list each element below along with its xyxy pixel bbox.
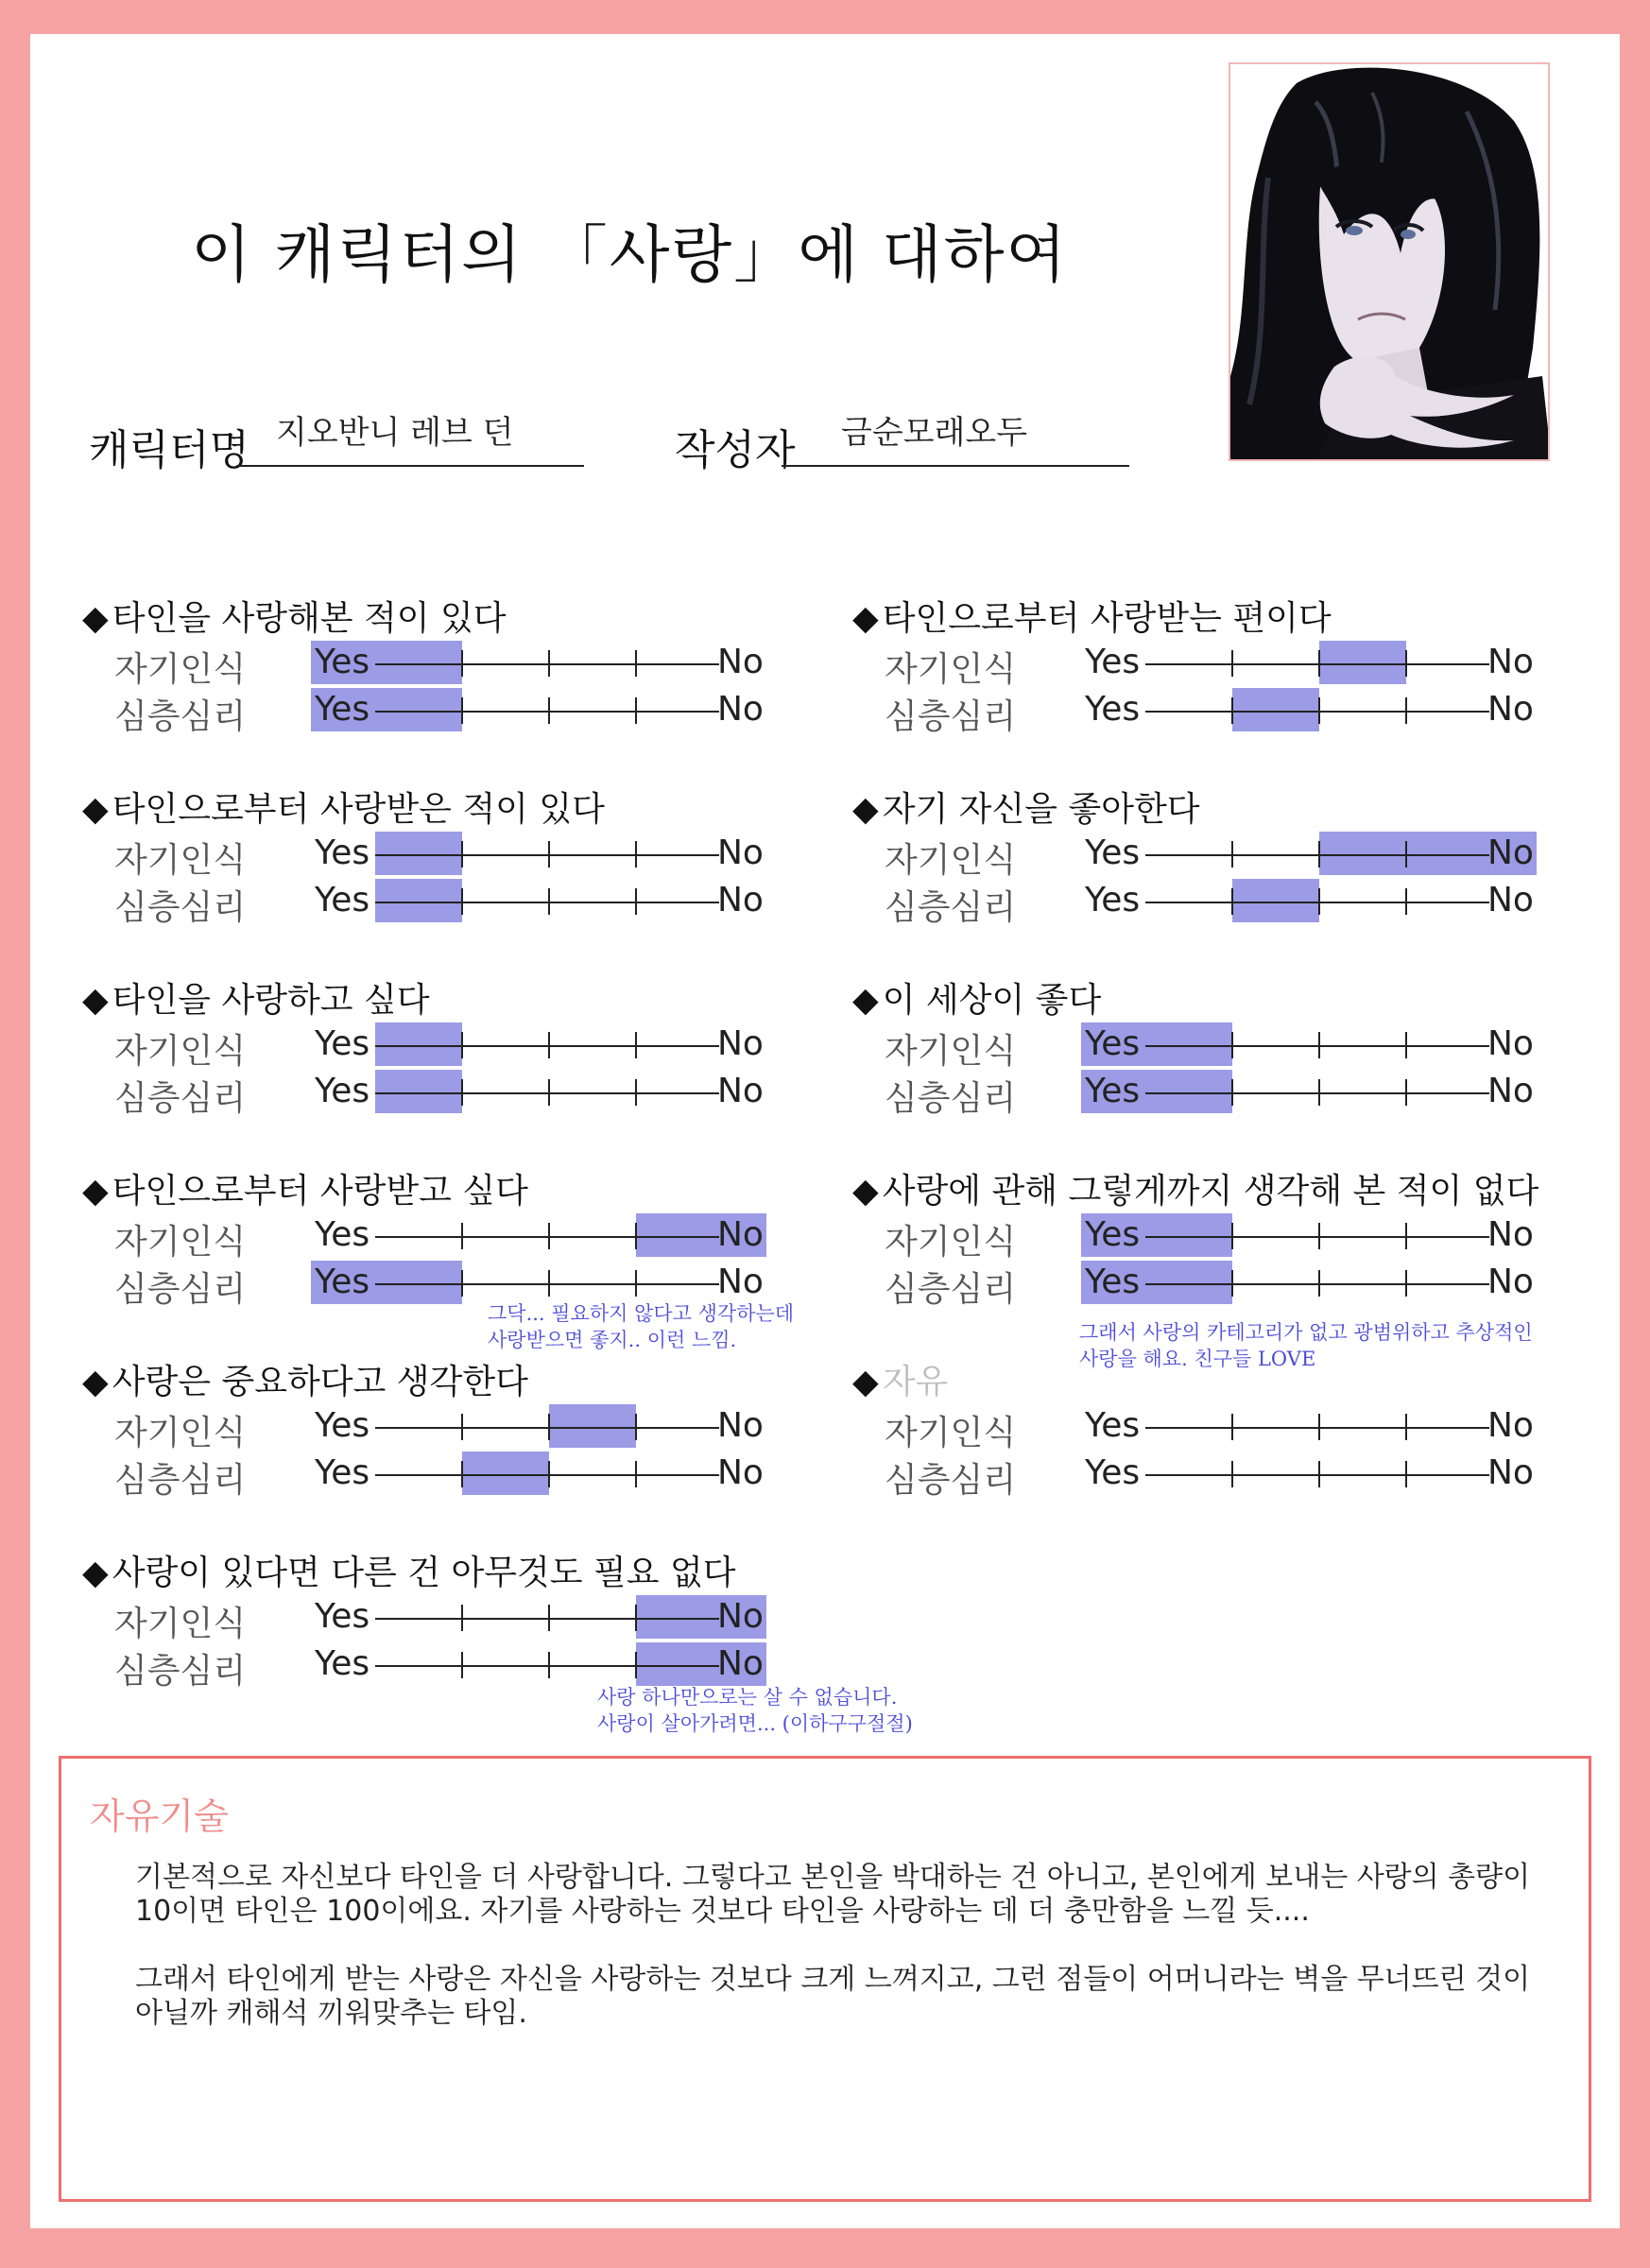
diamond-bullet-icon: ◆ xyxy=(82,790,109,829)
scale-line xyxy=(1145,711,1489,713)
question-title xyxy=(852,973,1101,1022)
free-description-text xyxy=(135,1861,1534,2065)
scale-tick xyxy=(635,1223,637,1249)
scale-tick xyxy=(1231,1223,1233,1249)
note-q10-line2: 사랑을 해요. 친구들 LOVE xyxy=(1079,1348,1316,1370)
scale-tick xyxy=(635,888,637,915)
scale-yes-label: Yes xyxy=(1085,833,1141,872)
scale-highlight xyxy=(375,832,462,875)
row-label-self: 자기인식 xyxy=(114,841,247,880)
question-q7 xyxy=(852,592,1590,752)
scale-line xyxy=(1145,902,1489,903)
scale-yes-label: Yes xyxy=(315,881,370,919)
diamond-bullet-icon: ◆ xyxy=(82,599,109,638)
question-text: 자유 xyxy=(882,1363,949,1401)
row-label-deep: 심층심리 xyxy=(114,1079,247,1118)
row-label-self: 자기인식 xyxy=(114,1032,247,1071)
free-description-box xyxy=(59,1756,1591,2202)
scale-deep[interactable] xyxy=(311,1452,766,1497)
scale-no-label: No xyxy=(717,1263,764,1301)
scale-yes-label: Yes xyxy=(315,1263,370,1301)
scale-tick xyxy=(461,1223,463,1249)
row-label-deep: 심층심리 xyxy=(885,888,1017,927)
scale-yes-label: Yes xyxy=(315,1215,370,1254)
page-title: 이 캐릭터의 「사랑」에 대하여 xyxy=(191,218,1069,291)
scale-no-label: No xyxy=(1487,833,1534,872)
question-text: 사랑에 관해 그렇게까지 생각해 본 적이 없다 xyxy=(882,1172,1539,1211)
diamond-bullet-icon: ◆ xyxy=(82,1363,109,1401)
scale-highlight xyxy=(462,1452,549,1495)
scale-yes-label: Yes xyxy=(1085,643,1141,681)
scale-tick xyxy=(1318,1414,1320,1440)
note-q4-line2: 사랑받으면 좋지.. 이런 느낌. xyxy=(488,1329,737,1351)
scale-line xyxy=(375,1045,719,1047)
row-label-self: 자기인식 xyxy=(885,1223,1017,1262)
scale-tick xyxy=(548,1223,550,1249)
scale-self[interactable] xyxy=(1081,1213,1537,1259)
row-label-self: 자기인식 xyxy=(885,1414,1017,1452)
scale-deep[interactable] xyxy=(1081,1070,1537,1115)
scale-tick xyxy=(461,1414,463,1440)
scale-deep[interactable] xyxy=(1081,879,1537,924)
scale-tick xyxy=(548,1461,550,1487)
scale-line xyxy=(1145,663,1489,665)
question-title xyxy=(852,1164,1538,1212)
question-title xyxy=(852,782,1200,831)
question-text: 이 세상이 좋다 xyxy=(882,981,1102,1020)
scale-no-label: No xyxy=(1487,1453,1534,1492)
scale-tick xyxy=(635,697,637,724)
scale-deep[interactable] xyxy=(311,1070,766,1115)
question-q11 xyxy=(852,1355,1590,1516)
question-title xyxy=(82,1164,528,1212)
scale-tick xyxy=(461,697,463,724)
diamond-bullet-icon: ◆ xyxy=(852,1363,879,1401)
scale-tick xyxy=(1405,1414,1407,1440)
question-q1 xyxy=(82,592,819,752)
scale-tick xyxy=(1231,650,1233,677)
scale-line xyxy=(1145,1236,1489,1238)
scale-tick xyxy=(548,1605,550,1631)
scale-deep[interactable] xyxy=(1081,1452,1537,1497)
row-label-deep: 심층심리 xyxy=(114,1270,247,1309)
scale-tick xyxy=(548,1079,550,1106)
row-label-deep: 심층심리 xyxy=(114,1652,247,1691)
scale-self[interactable] xyxy=(311,1404,766,1450)
note-q6 xyxy=(597,1684,913,1737)
scale-no-label: No xyxy=(1487,1072,1534,1110)
scale-tick xyxy=(1405,697,1407,724)
scale-no-label: No xyxy=(1487,881,1534,919)
scale-tick xyxy=(1231,1414,1233,1440)
scale-tick xyxy=(461,1079,463,1106)
scale-line xyxy=(1145,1474,1489,1476)
scale-no-label: No xyxy=(1487,690,1534,729)
scale-tick xyxy=(1231,888,1233,915)
scale-tick xyxy=(1231,841,1233,868)
scale-no-label: No xyxy=(1487,643,1534,681)
row-label-self: 자기인식 xyxy=(114,1223,247,1262)
scale-highlight xyxy=(375,1070,462,1113)
scale-highlight xyxy=(375,879,462,922)
free-paragraph-2: 그래서 타인에게 받는 사랑은 자신을 사랑하는 것보다 크게 느껴지고, 그런 점들이 어머니라는 벽을 무너뜨린 것이 아닐까 캐해석 끼워맞추는 타임. xyxy=(135,1963,1531,2030)
scale-deep[interactable] xyxy=(311,1642,766,1688)
scale-tick xyxy=(1405,1461,1407,1487)
scale-no-label: No xyxy=(717,1406,764,1445)
row-label-deep: 심층심리 xyxy=(885,1461,1017,1500)
question-title xyxy=(82,592,507,640)
scale-deep[interactable] xyxy=(311,688,766,733)
scale-no-label: No xyxy=(717,1597,764,1636)
scale-tick xyxy=(1318,1032,1320,1058)
scale-tick xyxy=(1231,1032,1233,1058)
scale-line xyxy=(375,711,719,713)
scale-tick xyxy=(548,650,550,677)
question-text: 사랑은 중요하다고 생각한다 xyxy=(112,1363,528,1401)
scale-yes-label: Yes xyxy=(315,1406,370,1445)
scale-line xyxy=(375,1236,719,1238)
scale-self[interactable] xyxy=(1081,641,1537,686)
scale-no-label: No xyxy=(1487,1024,1534,1063)
scale-tick xyxy=(635,1652,637,1678)
scale-line xyxy=(375,1474,719,1476)
scale-tick xyxy=(635,1079,637,1106)
scale-tick xyxy=(461,1605,463,1631)
question-text: 타인으로부터 사랑받는 편이다 xyxy=(882,599,1332,638)
scale-tick xyxy=(1405,650,1407,677)
scale-tick xyxy=(1318,1223,1320,1249)
free-paragraph-1: 기본적으로 자신보다 타인을 더 사랑합니다. 그렇다고 본인을 박대하는 건 아니고, 본인에게 보내는 사랑의 총량이 10이면 타인은 100이에요. 자기를 사랑하는 것보다 타인을 사랑하는 데 더 충만함을 느낄 듯.... xyxy=(135,1861,1531,1928)
scale-deep[interactable] xyxy=(311,1261,766,1306)
scale-line xyxy=(375,1092,719,1094)
scale-tick xyxy=(461,841,463,868)
question-q3 xyxy=(82,973,819,1134)
scale-tick xyxy=(1318,1079,1320,1106)
author-label: 작성자 xyxy=(675,426,796,474)
note-q4-line1: 그닥... 필요하지 않다고 생각하는데 xyxy=(488,1302,795,1325)
scale-highlight xyxy=(549,1404,636,1448)
question-title xyxy=(82,1355,528,1403)
scale-self[interactable] xyxy=(311,641,766,686)
free-description-title: 자유기술 xyxy=(90,1796,229,1837)
scale-tick xyxy=(1405,841,1407,868)
row-label-self: 자기인식 xyxy=(885,1032,1017,1071)
scale-tick xyxy=(548,888,550,915)
scale-self[interactable] xyxy=(311,1022,766,1068)
character-name-value: 지오반니 레브 던 xyxy=(276,414,514,452)
scale-no-label: No xyxy=(717,881,764,919)
scale-self[interactable] xyxy=(1081,1404,1537,1450)
diamond-bullet-icon: ◆ xyxy=(82,1554,109,1592)
scale-yes-label: Yes xyxy=(1085,1215,1141,1254)
character-name-label: 캐릭터명 xyxy=(89,426,250,474)
scale-tick xyxy=(1318,1461,1320,1487)
scale-yes-label: Yes xyxy=(315,1453,370,1492)
character-sheet xyxy=(30,34,1620,2228)
character-name-underline xyxy=(236,465,584,467)
scale-line xyxy=(375,902,719,903)
character-portrait xyxy=(1229,62,1550,461)
scale-yes-label: Yes xyxy=(315,690,370,729)
row-label-self: 자기인식 xyxy=(885,841,1017,880)
question-q10 xyxy=(852,1164,1590,1325)
question-text: 타인을 사랑해본 적이 있다 xyxy=(112,599,507,638)
diamond-bullet-icon: ◆ xyxy=(82,981,109,1020)
scale-tick xyxy=(635,1461,637,1487)
question-text: 자기 자신을 좋아한다 xyxy=(882,790,1200,829)
question-q2 xyxy=(82,782,819,943)
diamond-bullet-icon: ◆ xyxy=(852,1172,879,1211)
scale-line xyxy=(375,663,719,665)
scale-line xyxy=(1145,1092,1489,1094)
scale-line xyxy=(1145,1283,1489,1285)
question-q6 xyxy=(82,1546,819,1707)
scale-no-label: No xyxy=(717,643,764,681)
scale-yes-label: Yes xyxy=(1085,881,1141,919)
scale-deep[interactable] xyxy=(1081,688,1537,733)
scale-tick xyxy=(548,1270,550,1297)
scale-tick xyxy=(635,1270,637,1297)
scale-self[interactable] xyxy=(1081,832,1537,877)
scale-yes-label: Yes xyxy=(315,1597,370,1636)
scale-tick xyxy=(635,1605,637,1631)
scale-no-label: No xyxy=(717,1072,764,1110)
scale-tick xyxy=(1405,888,1407,915)
author-underline xyxy=(782,465,1129,467)
scale-yes-label: Yes xyxy=(1085,1406,1141,1445)
scale-no-label: No xyxy=(717,1453,764,1492)
scale-no-label: No xyxy=(717,1215,764,1254)
diamond-bullet-icon: ◆ xyxy=(852,981,879,1020)
note-q6-line2: 사랑이 살아가려면... (이하구구절절) xyxy=(597,1712,913,1735)
row-label-deep: 심층심리 xyxy=(885,1079,1017,1118)
question-text: 사랑이 있다면 다른 건 아무것도 필요 없다 xyxy=(112,1554,736,1592)
note-q4 xyxy=(488,1300,794,1353)
scale-tick xyxy=(1405,1223,1407,1249)
scale-self[interactable] xyxy=(311,1213,766,1259)
scale-self[interactable] xyxy=(1081,1022,1537,1068)
scale-line xyxy=(375,1283,719,1285)
scale-no-label: No xyxy=(1487,1263,1534,1301)
scale-tick xyxy=(1318,841,1320,868)
scale-line xyxy=(1145,1045,1489,1047)
scale-tick xyxy=(1231,1270,1233,1297)
scale-tick xyxy=(635,841,637,868)
author-value: 금순모래오두 xyxy=(841,414,1028,452)
question-title xyxy=(82,1546,736,1594)
scale-tick xyxy=(461,1032,463,1058)
scale-tick xyxy=(1405,1079,1407,1106)
scale-no-label: No xyxy=(1487,1406,1534,1445)
row-label-deep: 심층심리 xyxy=(114,697,247,736)
diamond-bullet-icon: ◆ xyxy=(852,599,879,638)
scale-no-label: No xyxy=(1487,1215,1534,1254)
scale-line xyxy=(375,854,719,856)
scale-no-label: No xyxy=(717,690,764,729)
scale-tick xyxy=(548,1414,550,1440)
row-label-self: 자기인식 xyxy=(114,650,247,689)
row-label-deep: 심층심리 xyxy=(114,888,247,927)
question-q5 xyxy=(82,1355,819,1516)
scale-highlight xyxy=(375,1022,462,1066)
scale-line xyxy=(1145,1427,1489,1429)
question-q8 xyxy=(852,782,1590,943)
scale-highlight xyxy=(1232,688,1319,731)
scale-tick xyxy=(1405,1032,1407,1058)
scale-line xyxy=(375,1618,719,1620)
scale-tick xyxy=(1405,1270,1407,1297)
scale-deep[interactable] xyxy=(1081,1261,1537,1306)
scale-tick xyxy=(1231,1461,1233,1487)
scale-deep[interactable] xyxy=(311,879,766,924)
scale-yes-label: Yes xyxy=(315,1072,370,1110)
note-q10 xyxy=(1079,1319,1533,1372)
scale-highlight xyxy=(1319,641,1406,684)
question-q9 xyxy=(852,973,1590,1134)
question-text: 타인을 사랑하고 싶다 xyxy=(112,981,430,1020)
portrait-illustration xyxy=(1230,64,1550,461)
scale-yes-label: Yes xyxy=(1085,1072,1141,1110)
scale-tick xyxy=(548,1032,550,1058)
question-title xyxy=(82,782,605,831)
scale-tick xyxy=(1231,697,1233,724)
scale-no-label: No xyxy=(717,1644,764,1683)
scale-tick xyxy=(461,650,463,677)
scale-line xyxy=(375,1427,719,1429)
scale-tick xyxy=(461,888,463,915)
question-title xyxy=(82,973,430,1022)
row-label-deep: 심층심리 xyxy=(114,1461,247,1500)
question-text: 타인으로부터 사랑받은 적이 있다 xyxy=(112,790,605,829)
scale-line xyxy=(1145,854,1489,856)
row-label-self: 자기인식 xyxy=(885,650,1017,689)
scale-yes-label: Yes xyxy=(315,833,370,872)
scale-tick xyxy=(1231,1079,1233,1106)
scale-self[interactable] xyxy=(311,1595,766,1641)
scale-tick xyxy=(635,1032,637,1058)
scale-yes-label: Yes xyxy=(315,1644,370,1683)
scale-yes-label: Yes xyxy=(1085,1024,1141,1063)
scale-tick xyxy=(635,650,637,677)
question-text: 타인으로부터 사랑받고 싶다 xyxy=(112,1172,528,1211)
scale-no-label: No xyxy=(717,833,764,872)
scale-self[interactable] xyxy=(311,832,766,877)
scale-tick xyxy=(635,1414,637,1440)
scale-no-label: No xyxy=(717,1024,764,1063)
row-label-deep: 심층심리 xyxy=(885,1270,1017,1309)
question-title xyxy=(852,1355,948,1403)
row-label-deep: 심층심리 xyxy=(885,697,1017,736)
scale-tick xyxy=(461,1461,463,1487)
scale-line xyxy=(375,1665,719,1667)
scale-tick xyxy=(548,697,550,724)
scale-yes-label: Yes xyxy=(1085,1263,1141,1301)
scale-tick xyxy=(1318,1270,1320,1297)
scale-tick xyxy=(548,1652,550,1678)
diamond-bullet-icon: ◆ xyxy=(852,790,879,829)
note-q6-line1: 사랑 하나만으로는 살 수 없습니다. xyxy=(597,1686,898,1709)
question-title xyxy=(852,592,1332,640)
note-q10-line1: 그래서 사랑의 카테고리가 없고 광범위하고 추상적인 xyxy=(1079,1321,1533,1344)
scale-yes-label: Yes xyxy=(1085,690,1141,729)
scale-tick xyxy=(548,841,550,868)
row-label-self: 자기인식 xyxy=(114,1605,247,1643)
scale-yes-label: Yes xyxy=(315,1024,370,1063)
scale-tick xyxy=(1318,697,1320,724)
scale-highlight xyxy=(1232,879,1319,922)
scale-tick xyxy=(1318,888,1320,915)
scale-yes-label: Yes xyxy=(315,643,370,681)
scale-tick xyxy=(461,1270,463,1297)
row-label-self: 자기인식 xyxy=(114,1414,247,1452)
diamond-bullet-icon: ◆ xyxy=(82,1172,109,1211)
scale-tick xyxy=(461,1652,463,1678)
scale-tick xyxy=(1318,650,1320,677)
scale-yes-label: Yes xyxy=(1085,1453,1141,1492)
